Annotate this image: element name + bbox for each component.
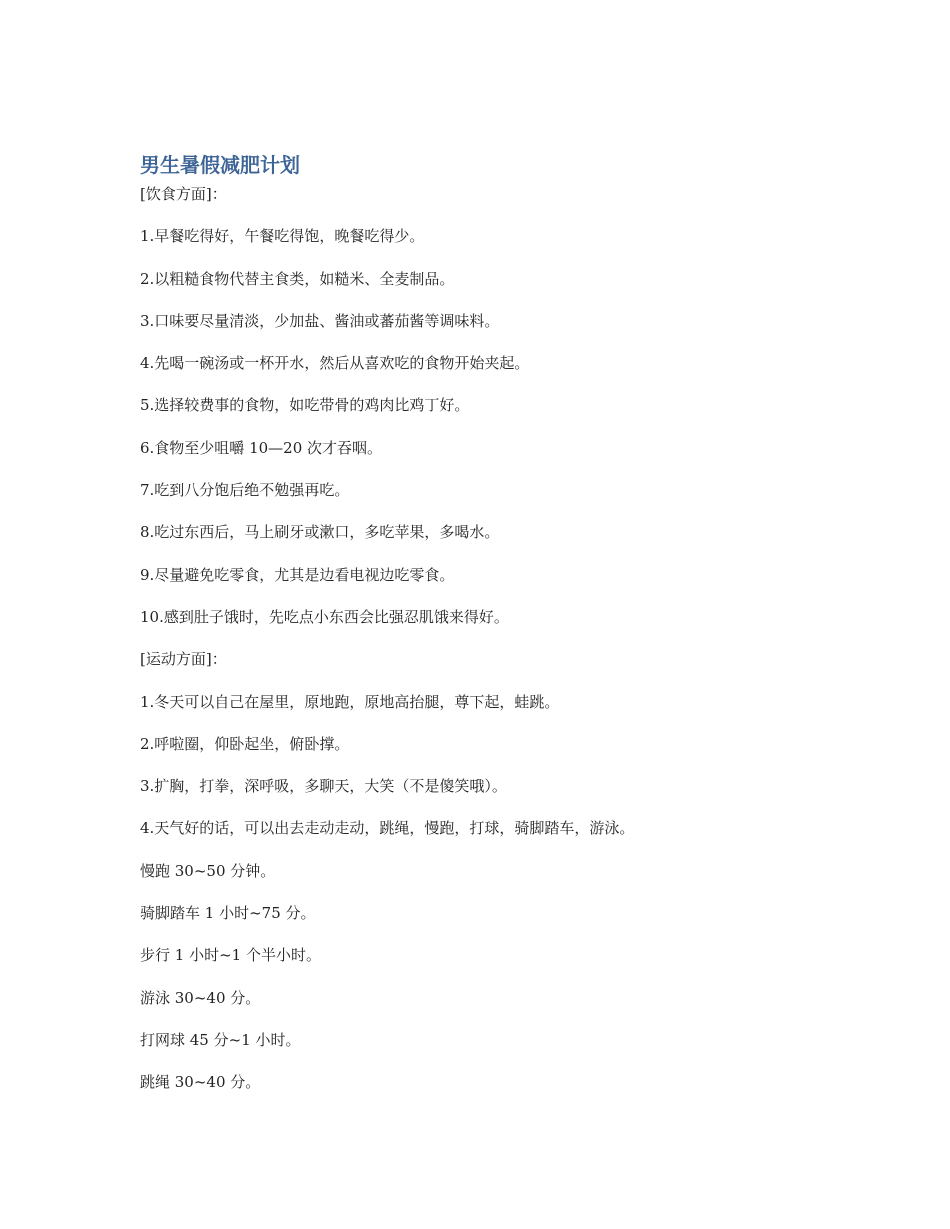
diet-item-10: 10.感到肚子饿时，先吃点小东西会比强忍肌饿来得好。 [140, 607, 509, 626]
exercise-item-4: 4.天气好的话，可以出去走动走动，跳绳，慢跑，打球，骑脚踏车，游泳。 [140, 819, 635, 838]
diet-item-7: 7.吃到八分饱后绝不勉强再吃。 [140, 481, 350, 500]
duration-tennis: 打网球 45 分~1 小时。 [140, 1030, 301, 1049]
exercise-item-3: 3.扩胸，打拳，深呼吸，多聊天，大笑（不是傻笑哦）。 [140, 777, 507, 796]
document-body [140, 183, 840, 1093]
section-heading-exercise: [运动方面]： [140, 650, 227, 669]
diet-item-2: 2.以粗糙食物代替主食类，如糙米、全麦制品。 [140, 269, 455, 288]
diet-item-1: 1.早餐吃得好，午餐吃得饱，晚餐吃得少。 [140, 227, 425, 246]
diet-item-8: 8.吃过东西后，马上刷牙或漱口，多吃苹果，多喝水。 [140, 523, 500, 542]
diet-item-5: 5.选择较费事的食物，如吃带骨的鸡肉比鸡丁好。 [140, 396, 470, 415]
exercise-item-2: 2.呼啦圈，仰卧起坐，俯卧撑。 [140, 734, 350, 753]
duration-jump-rope: 跳绳 30~40 分。 [140, 1073, 261, 1092]
exercise-item-1: 1.冬天可以自己在屋里，原地跑，原地高抬腿，尊下起，蛙跳。 [140, 692, 560, 711]
duration-swimming: 游泳 30~40 分。 [140, 988, 261, 1007]
document-page [140, 150, 840, 1114]
diet-item-4: 4.先喝一碗汤或一杯开水，然后从喜欢吃的食物开始夹起。 [140, 354, 530, 373]
diet-item-3: 3.口味要尽量清淡，少加盐、酱油或蕃茄酱等调味料。 [140, 311, 500, 330]
section-heading-diet: [饮食方面]： [140, 185, 227, 203]
diet-item-6: 6.食物至少咀嚼 10—20 次才吞咽。 [140, 438, 383, 457]
duration-walking: 步行 1 小时~1 个半小时。 [140, 946, 321, 965]
duration-jogging: 慢跑 30~50 分钟。 [140, 861, 276, 880]
duration-cycling: 骑脚踏车 1 小时~75 分。 [140, 904, 316, 923]
document-title: 男生暑假减肥计划 [140, 153, 300, 177]
diet-item-9: 9.尽量避免吃零食，尤其是边看电视边吃零食。 [140, 565, 455, 584]
